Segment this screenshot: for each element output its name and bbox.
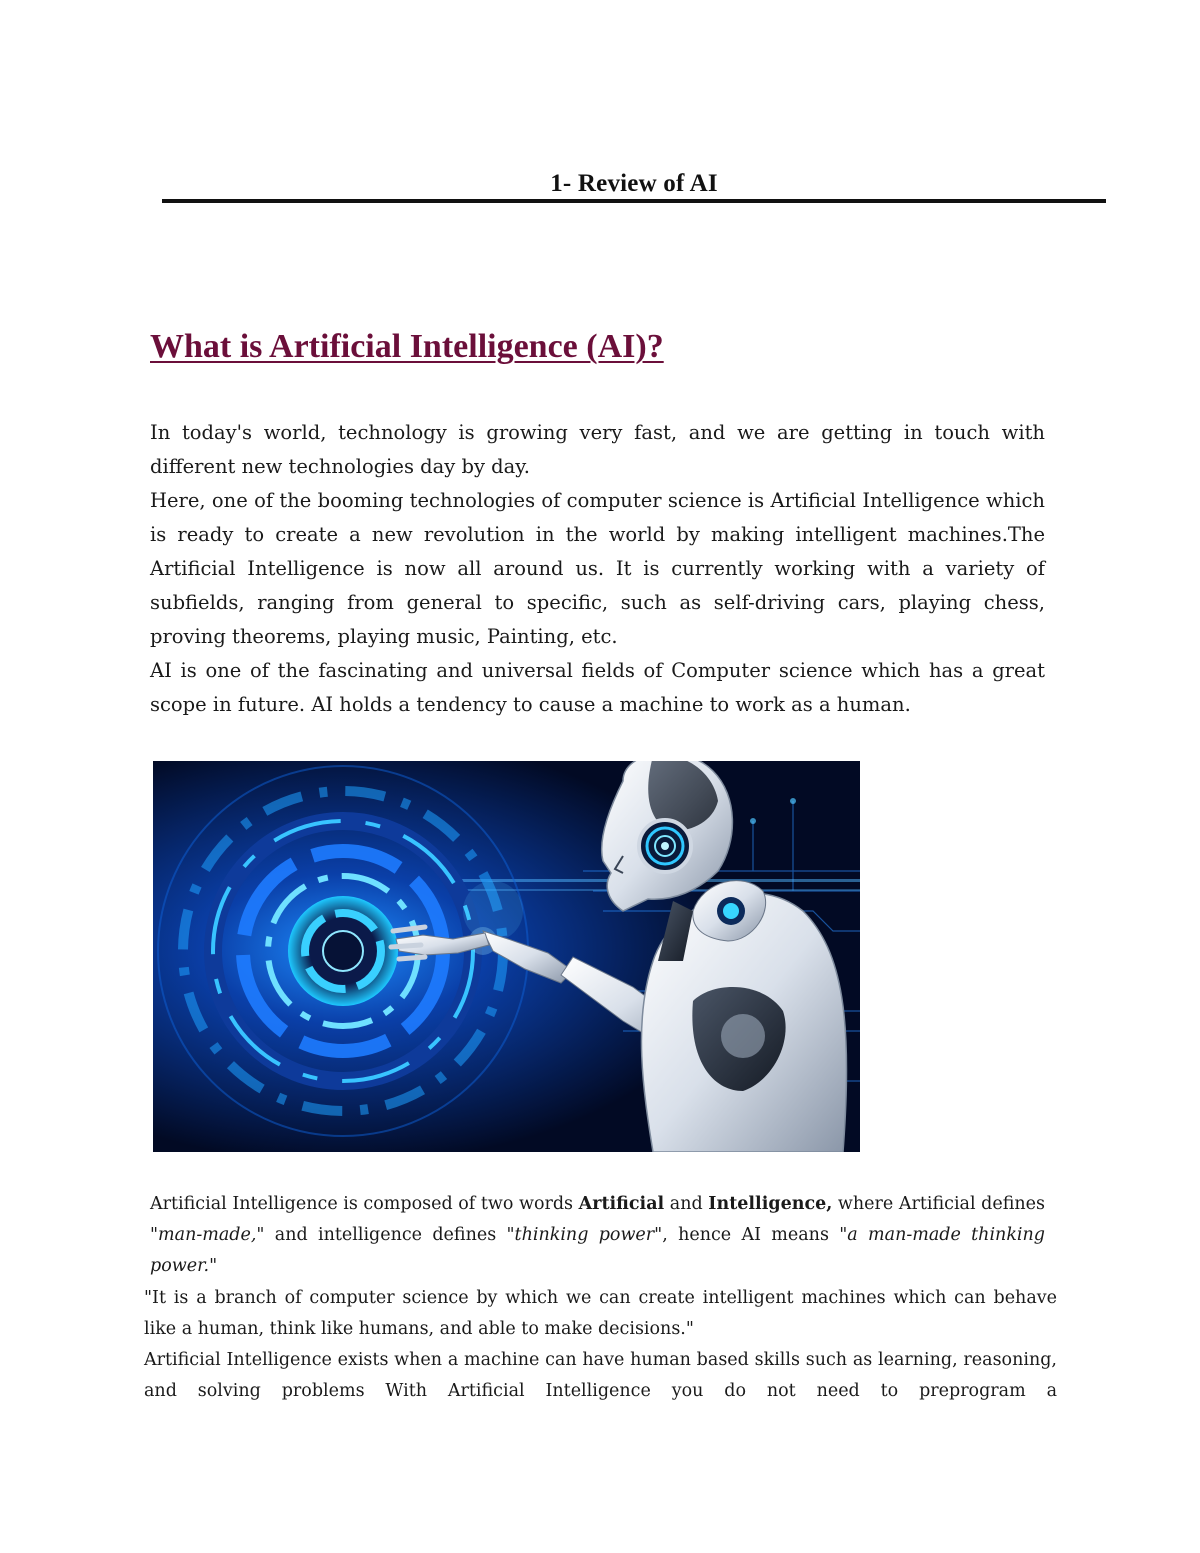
intro-paragraph-1: In today's world, technology is growing very fast, and we are getting in touch with different new technologies day by day. bbox=[150, 421, 1045, 478]
intro-text bbox=[150, 416, 1045, 722]
definition-text-3: where Artificial defines bbox=[832, 1194, 1045, 1214]
definition-text-5: , hence AI means bbox=[662, 1225, 840, 1245]
intro-paragraph-3: AI is one of the fascinating and universal fields of Computer science which has a great scope in future. AI holds a tendency to cause a machine to work as a human. bbox=[150, 659, 1045, 716]
definition-term-intelligence: Intelligence, bbox=[708, 1194, 833, 1214]
definition-text-4: and intelligence defines bbox=[264, 1225, 507, 1245]
definition-term-artificial: Artificial bbox=[578, 1194, 665, 1214]
definition-text-2: and bbox=[664, 1194, 709, 1214]
exists-text bbox=[144, 1345, 1057, 1407]
ai-robot-figure bbox=[153, 761, 860, 1152]
chapter-underline-rule bbox=[162, 199, 1106, 203]
definition-man-made: "man-made," bbox=[150, 1225, 265, 1245]
definition-text-1: Artificial Intelligence is composed of two words bbox=[150, 1194, 579, 1214]
quote-paragraph: "It is a branch of computer science by which we can create intelligent machines which can behave like a human, think like humans, and able to make decisions." bbox=[144, 1288, 1057, 1339]
section-heading: What is Artificial Intelligence (AI)? bbox=[150, 328, 664, 365]
definition-text bbox=[150, 1189, 1045, 1282]
chapter-title: 1- Review of AI bbox=[550, 170, 718, 197]
robot-touching-interface-icon bbox=[153, 761, 860, 1152]
quote-text bbox=[144, 1283, 1057, 1345]
definition-paragraph bbox=[150, 1189, 1045, 1282]
exists-paragraph: Artificial Intelligence exists when a machine can have human based skills such as learning, reasoning, and solving problems With Artificial Intelligence you do not need to preprogram a bbox=[144, 1350, 1057, 1401]
chapter-header bbox=[162, 168, 1106, 208]
definition-thinking-power: "thinking power" bbox=[506, 1225, 663, 1245]
intro-paragraph-2: Here, one of the booming technologies of computer science is Artificial Intelligence which is ready to create a new revolution in the world by making intelligent machines.The Artificial Intelligence is now all around us. It is currently working with a variety of subfields, ranging from general to specific, such as self-driving cars, playing chess, proving theorems, playing music, Painting, etc. bbox=[150, 489, 1045, 648]
definition-ai-meaning: "a man-made thinking power." bbox=[150, 1225, 1045, 1276]
